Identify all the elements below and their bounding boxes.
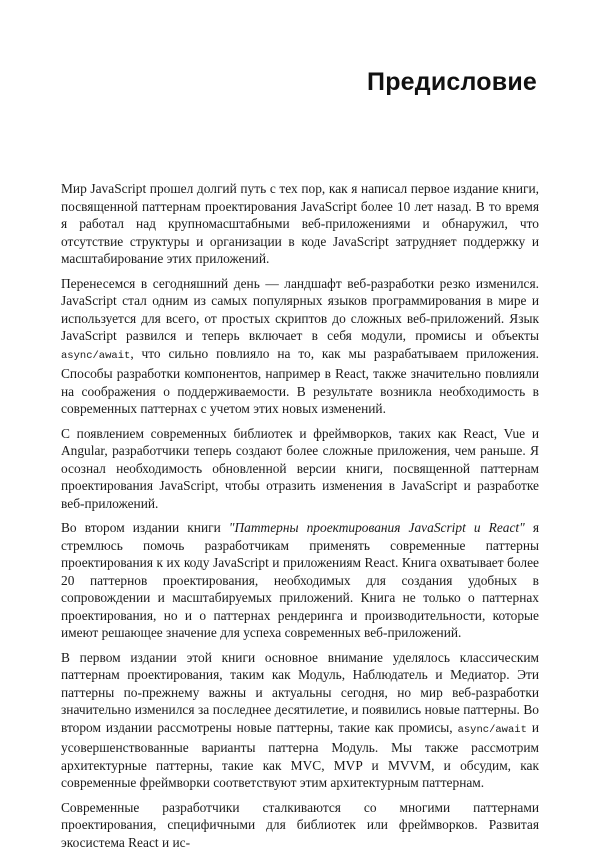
paragraph-5-text-start: В первом издании этой книги основное внимание уделялось классическим паттернам проектирования, таким как Модуль, Наблюдатель и Медиатор. Эти паттерны по-прежнему важны и актуальны сегодня, но мир веб-разработки значительно изменился за последнее десятилетие, и появились новые паттерны. Во втором издании рассмотрены новые паттерны, такие как промисы,: [61, 649, 539, 735]
paragraph-4-text-end: я стремлюсь помочь разработчикам применять современные паттерны проектирования к их коду JavaScript и приложениям React. Книга охватывает более 20 паттернов проектирования, необходимых для создания удобных в сопровождении и масштабируемых приложений. Книга не только о паттернах проектирования, но и о паттернах рендеринга и производительности, которые имеют решающее значение для успеха современных веб-приложений.: [61, 520, 539, 640]
paragraph-6-text: Современные разработчики сталкиваются со многими паттернами проектирования, специфичными для библиотек или фреймворков. Развитая экосистема React и ис-: [61, 799, 539, 850]
inline-code-async-await-2: async/await: [457, 723, 527, 736]
paragraph-2-text-end: , что сильно повлияло на то, как мы разрабатываем приложения. Способы разработки компонентов, например в React, также значительно повлияли на соображения о поддерживаемости. В результате возникла необходимость в современных паттернах с учетом этих новых изменений.: [61, 345, 539, 416]
paragraph-2: [61, 275, 539, 418]
paragraph-1-text: Мир JavaScript прошел долгий путь с тех пор, как я написал первое издание книги, посвященной паттернам проектирования JavaScript более 10 лет назад. В то время я работал над крупномасштабными веб-приложениями и обнаружил, что отсутствие структуры и организации в коде JavaScript затрудняет поддержку и масштабирование этих приложений.: [61, 181, 539, 266]
book-title-italic: "Паттерны проектирования JavaScript и React": [228, 520, 525, 535]
paragraph-2-text-start: Перенесемся в сегодняшний день — ландшафт веб-разработки резко изменился. JavaScript стал одним из самых популярных языков программирования в мире и используется для всего, от простых скриптов до сложных веб-приложений. Язык JavaScript развился и теперь включает в себя модули, промисы и объекты: [61, 275, 539, 343]
paragraph-5: [61, 649, 539, 792]
paragraph-1: [61, 180, 539, 268]
paragraph-4: [61, 519, 539, 642]
paragraph-3: [61, 425, 539, 513]
paragraph-3-text: С появлением современных библиотек и фреймворков, таких как React, Vue и Angular, разработчики теперь создают более сложные приложения, чем раньше. Я осознал необходимость обновленной версии книги, посвященной паттернам проектирования JavaScript, чтобы отразить изменения в JavaScript и разработке веб-приложений.: [61, 425, 539, 511]
paragraph-4-text-start: Во втором издании книги: [61, 520, 229, 535]
inline-code-async-await: async/await: [61, 349, 131, 362]
chapter-body: [61, 180, 539, 858]
chapter-title: Предисловие: [367, 68, 537, 96]
paragraph-6: [61, 799, 539, 852]
paragraph-5-text-end: и усовершенствованные варианты паттерна Модуль. Мы также рассмотрим архитектурные паттерны, такие как MVC, MVP и MVVM, и обсудим, как современные фреймворки соответствуют этим архитектурным паттернам.: [61, 719, 539, 790]
